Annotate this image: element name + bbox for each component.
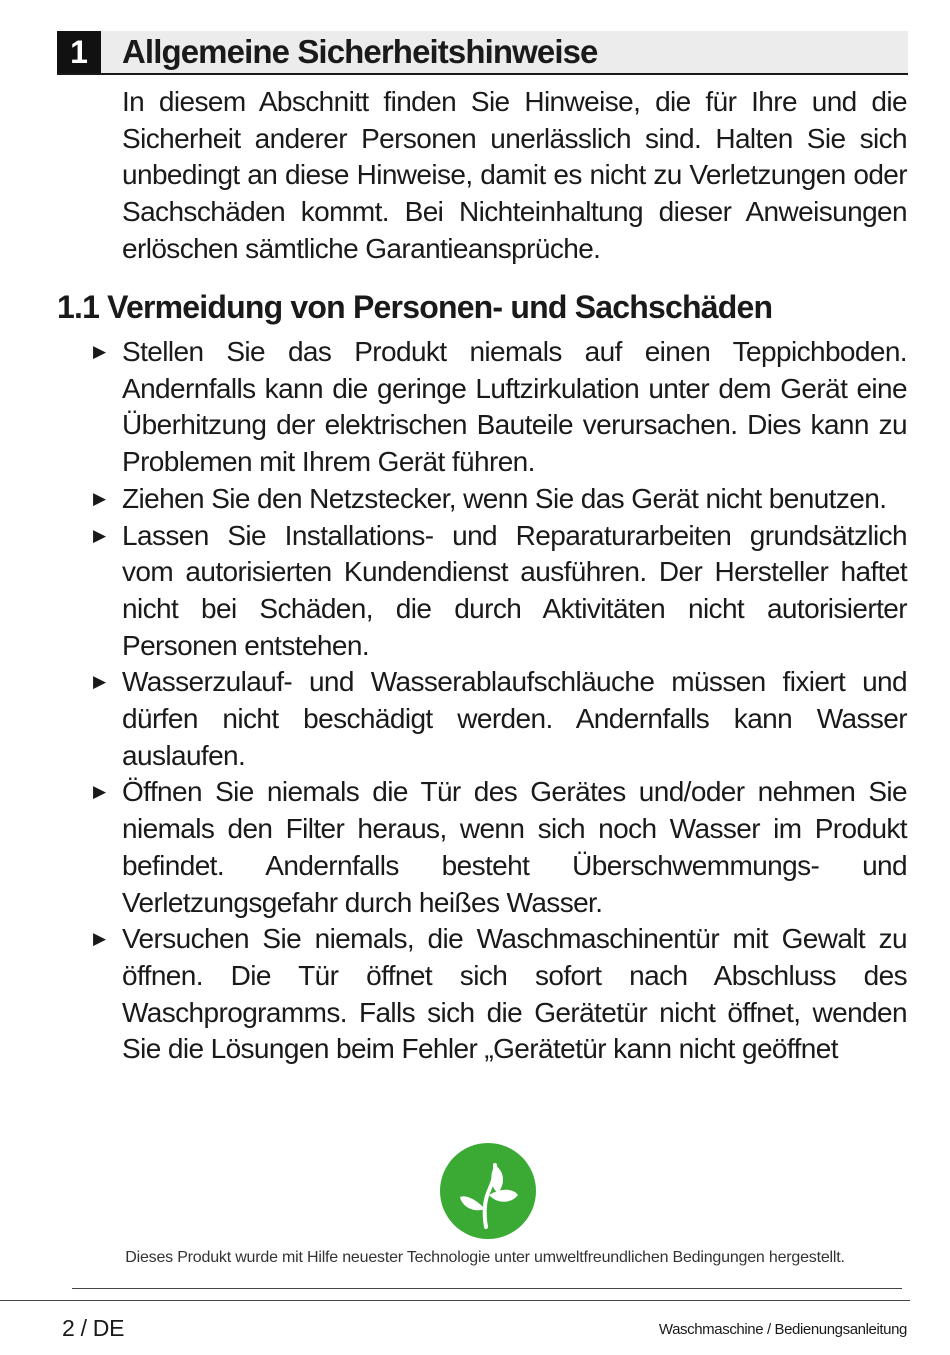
intro-paragraph: In diesem Abschnitt finden Sie Hinweise, die für Ihre und die Sicherheit anderer Personen unerlässlich sind. Halten Sie sich unbedingt an diese Hinweise, damit es nicht zu Verletzungen oder Sachschäden kommt. Bei Nichteinhaltung dieser Anweisungen erlöschen sämtliche Garantieansprüche. — [122, 86, 907, 264]
list-item — [93, 664, 907, 774]
subsection-heading: 1.1 Vermeidung von Personen- und Sachschäden — [57, 289, 773, 325]
list-item-text: Versuchen Sie niemals, die Waschmaschinentür mit Gewalt zu öffnen. Die Tür öffnet sich sofort nach Abschluss des Waschprogramms. Falls sich die Gerätetür nicht öffnet, wenden Sie die Lösungen beim Fehler „Gerätetür kann nicht geöffnet — [122, 923, 907, 1065]
footer-divider — [72, 1288, 902, 1289]
list-item — [93, 334, 907, 481]
section-number: 1 — [57, 31, 101, 73]
list-item-text: Stellen Sie das Produkt niemals auf einen Teppichboden. Andernfalls kann die geringe Luftzirkulation unter dem Gerät eine Überhitzung der elektrischen Bauteile verursachen. Dies kann zu Problemen mit Ihrem Gerät führen. — [122, 336, 907, 478]
list-item-text: Lassen Sie Installations- und Reparaturarbeiten grundsätzlich vom autorisierten Kundendienst ausführen. Der Hersteller haftet nicht bei Schäden, die durch Aktivitäten nicht autorisierter Personen entstehen. — [122, 519, 907, 661]
list-item-text: Wasserzulauf- und Wasserablaufschläuche müssen fixiert und dürfen nicht beschädigt werden. Andernfalls kann Wasser auslaufen. — [122, 666, 907, 771]
list-item — [93, 481, 907, 518]
eco-note: Dieses Produkt wurde mit Hilfe neuester Technologie unter umweltfreundlichen Bedingungen hergestellt. — [125, 1249, 845, 1266]
document-title: Waschmaschine / Bedienungsanleitung — [658, 1321, 907, 1338]
bullet-arrow-icon: ▶ — [93, 525, 107, 545]
bullet-arrow-icon: ▶ — [93, 782, 107, 802]
section-header — [57, 31, 908, 75]
safety-list — [93, 334, 907, 1068]
bullet-arrow-icon: ▶ — [93, 672, 107, 692]
list-item — [93, 921, 907, 1068]
bullet-arrow-icon: ▶ — [93, 929, 107, 949]
list-item — [93, 518, 907, 665]
list-item-text: Ziehen Sie den Netzstecker, wenn Sie das Gerät nicht benutzen. — [122, 482, 887, 514]
leaf-icon — [440, 1143, 536, 1239]
list-item-text: Öffnen Sie niemals die Tür des Gerätes und/oder nehmen Sie niemals den Filter heraus, wenn sich noch Wasser im Produkt befindet. Andernfalls besteht Überschwemmungs- und Verletzungsgefahr durch heißes Wasser. — [122, 776, 907, 918]
list-item — [93, 774, 907, 921]
bullet-arrow-icon: ▶ — [93, 342, 107, 361]
page-number: 2 / DE — [62, 1315, 125, 1341]
bullet-arrow-icon: ▶ — [93, 488, 107, 508]
page-divider — [0, 1300, 910, 1301]
section-title: Allgemeine Sicherheitshinweise — [122, 33, 598, 70]
